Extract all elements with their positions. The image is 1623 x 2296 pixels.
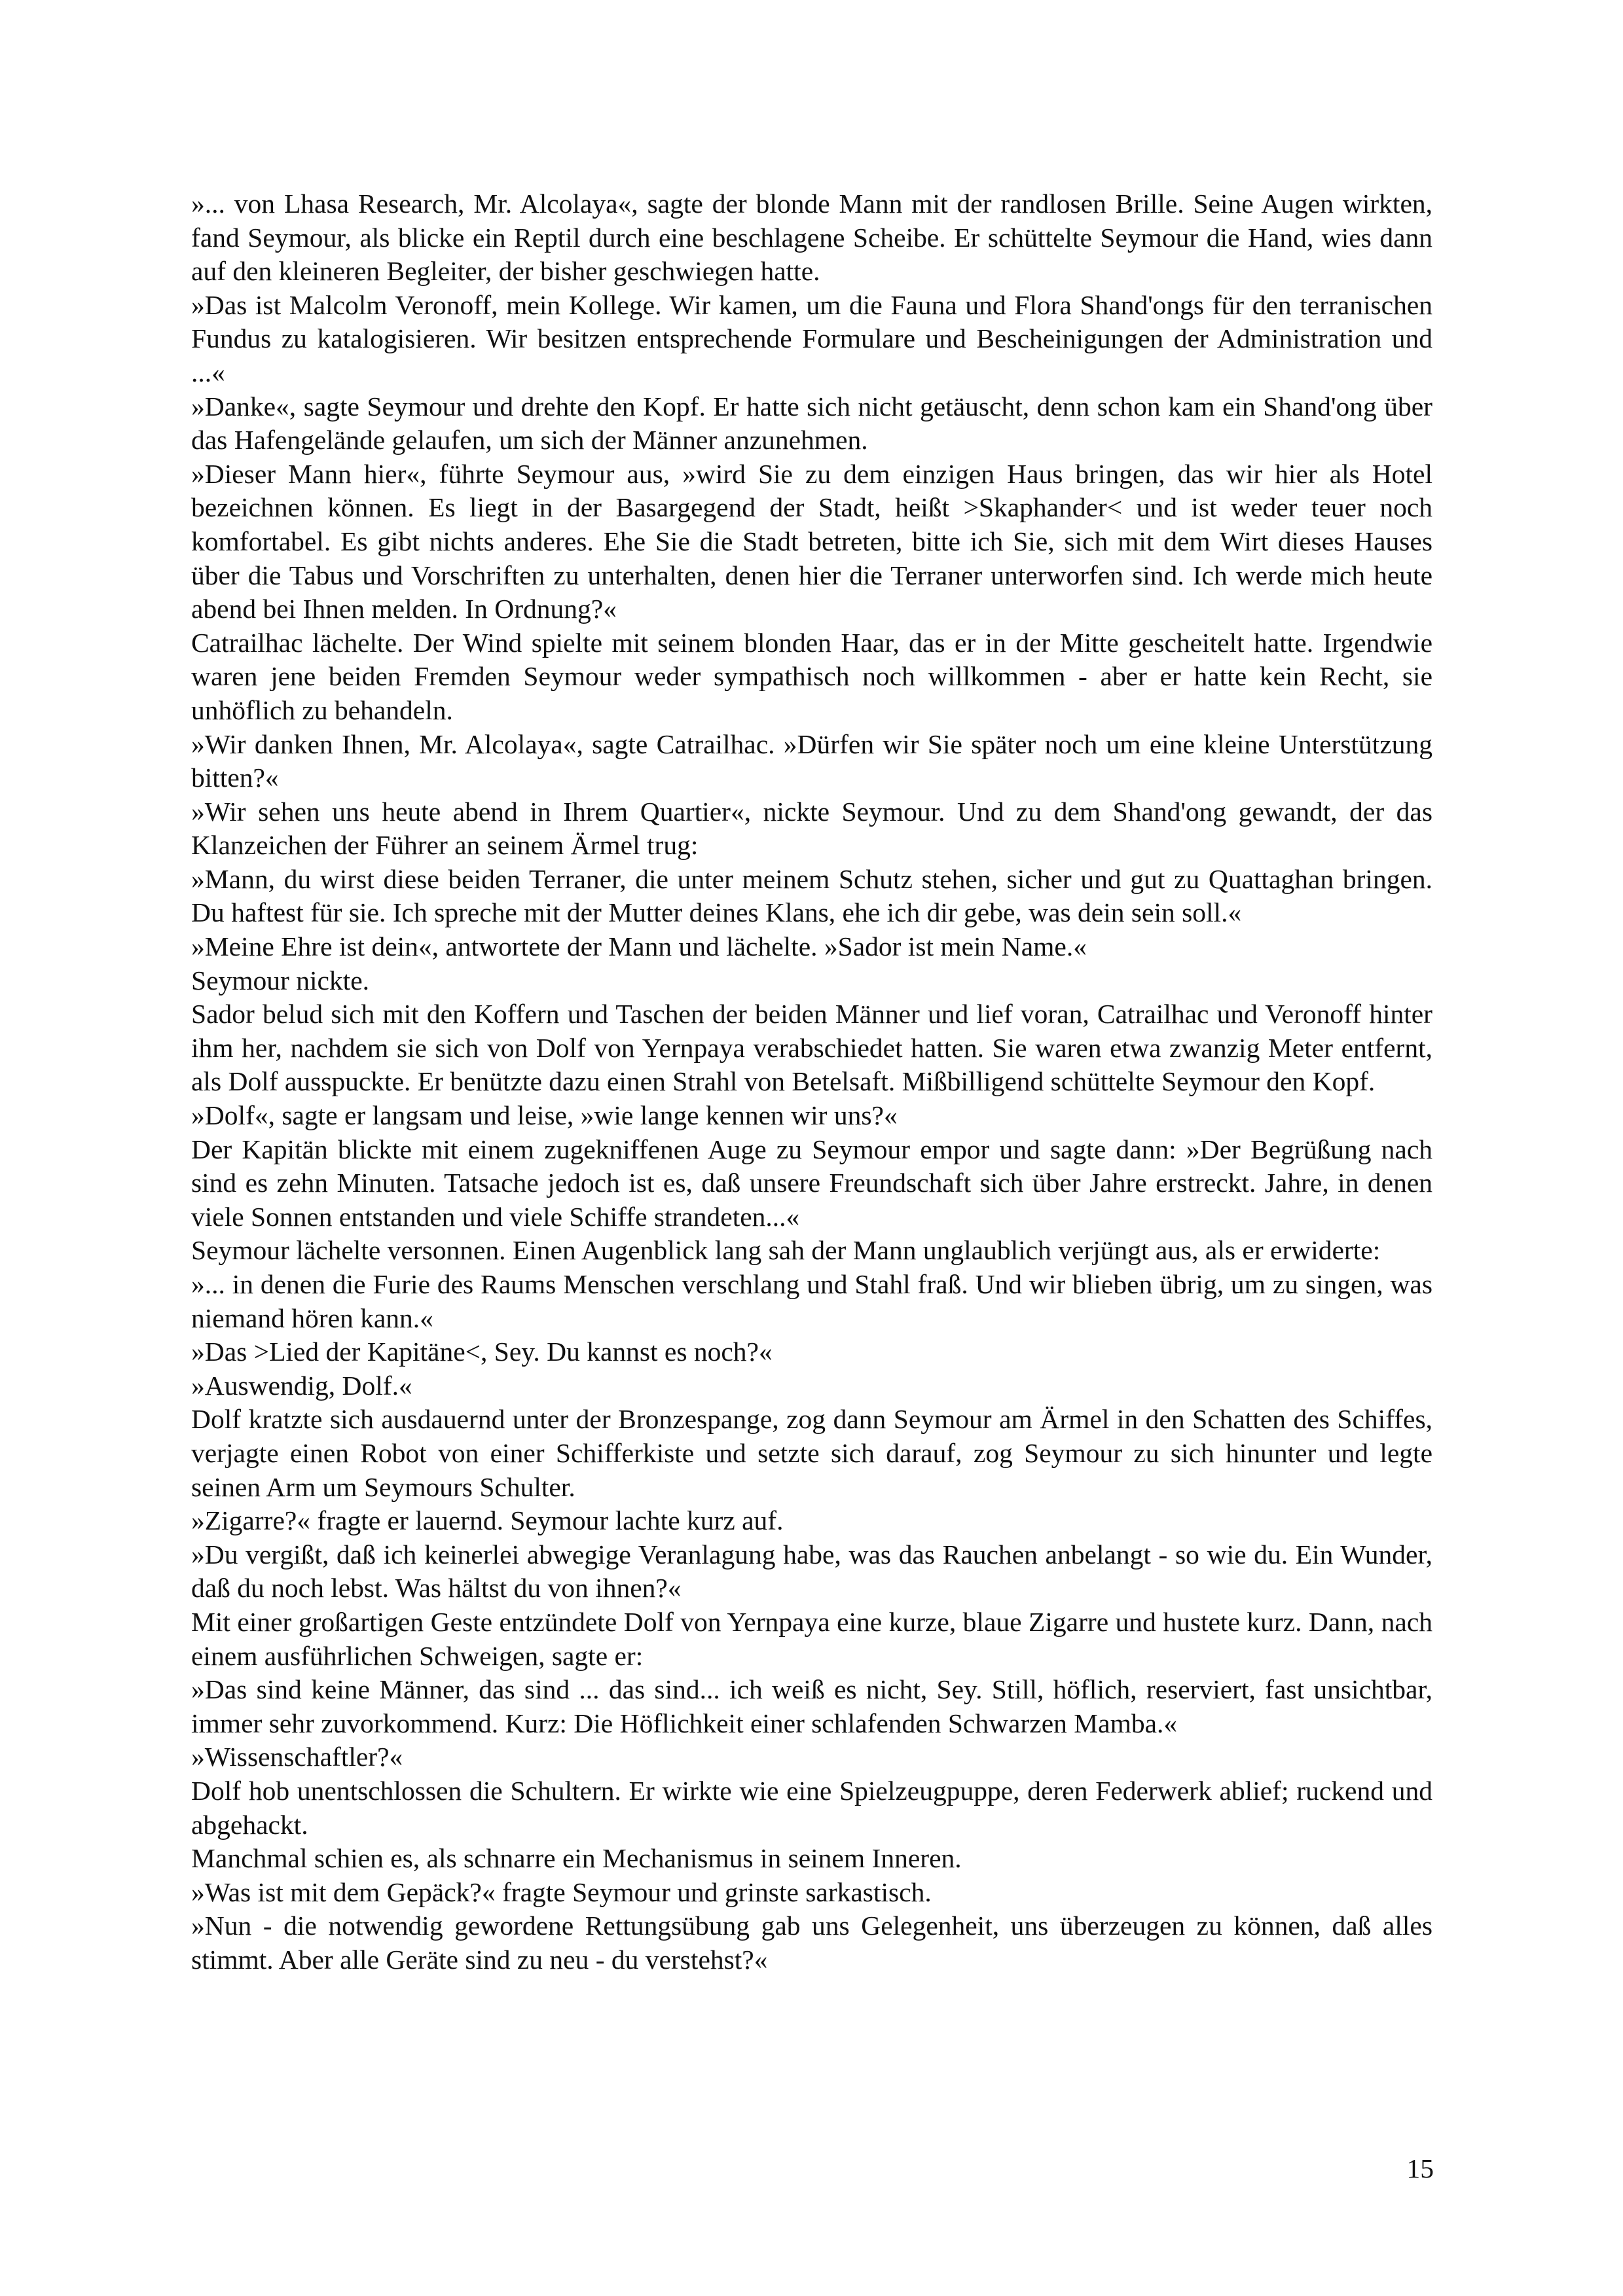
paragraph: »Du vergißt, daß ich keinerlei abwegige Veranlagung habe, was das Rauchen anbelangt - so wie du. Ein Wunder, daß du noch lebst. Was hältst du von ihnen?«: [191, 1539, 1432, 1604]
paragraph: »Wir sehen uns heute abend in Ihrem Quartier«, nickte Seymour. Und zu dem Shand'ong gewandt, der das Klanzeichen der Führer an seinem Ärmel trug:: [191, 796, 1432, 861]
paragraph: Mit einer großartigen Geste entzündete Dolf von Yernpaya eine kurze, blaue Zigarre und hustete kurz. Dann, nach einem ausführlichen Schweigen, sagte er:: [191, 1606, 1432, 1671]
paragraph: »Was ist mit dem Gepäck?« fragte Seymour und grinste sarkastisch.: [191, 1876, 932, 1907]
paragraph: Dolf kratzte sich ausdauernd unter der Bronzespange, zog dann Seymour am Ärmel in den Schatten des Schiffes, verjagte einen Robot von einer Schifferkiste und setzte sich darauf, zog Seymour zu sich hinunter und legte seinen Arm um Seymours Schulter.: [191, 1404, 1432, 1502]
paragraph: »Nun - die notwendig gewordene Rettungsübung gab uns Gelegenheit, uns überzeugen zu können, daß alles stimmt. Aber alle Geräte sind zu neu - du verstehst?«: [191, 1910, 1432, 1975]
paragraph: »Wissenschaftler?«: [191, 1742, 403, 1772]
paragraph: »Dolf«, sagte er langsam und leise, »wie lange kennen wir uns?«: [191, 1100, 898, 1131]
paragraph: »... in denen die Furie des Raums Menschen verschlang und Stahl fraß. Und wir blieben übrig, um zu singen, was niemand hören kann.«: [191, 1269, 1432, 1333]
paragraph: »Das sind keine Männer, das sind ... das sind... ich weiß es nicht, Sey. Still, höflich, reserviert, fast unsichtbar, immer sehr zuvorkommend. Kurz: Die Höflichkeit einer schlafenden Schwarzen Mamba.«: [191, 1674, 1432, 1738]
page-body: [191, 187, 1432, 1977]
paragraph: »Zigarre?« fragte er lauernd. Seymour lachte kurz auf.: [191, 1505, 784, 1536]
paragraph: »Meine Ehre ist dein«, antwortete der Mann und lächelte. »Sador ist mein Name.«: [191, 931, 1087, 962]
paragraph: »Auswendig, Dolf.«: [191, 1370, 412, 1401]
paragraph: Sador belud sich mit den Koffern und Taschen der beiden Männer und lief voran, Catrailhac und Veronoff hinter ihm her, nachdem sie sich von Dolf von Yernpaya verabschiedet hatten. Sie waren etwa zwanzig Meter entfernt, als Dolf ausspuckte. Er benützte dazu einen Strahl von Betelsaft. Mißbilligend schüttelte Seymour den Kopf.: [191, 999, 1432, 1097]
paragraph: Seymour nickte.: [191, 965, 369, 996]
paragraph: Dolf hob unentschlossen die Schultern. Er wirkte wie eine Spielzeugpuppe, deren Federwerk ablief; ruckend und abgehackt.: [191, 1775, 1432, 1840]
paragraph: »Das >Lied der Kapitäne<, Sey. Du kannst es noch?«: [191, 1336, 773, 1367]
paragraph: Der Kapitän blickte mit einem zugekniffenen Auge zu Seymour empor und sagte dann: »Der Begrüßung nach sind es zehn Minuten. Tatsache jedoch ist es, daß unsere Freundschaft sich über Jahre erstreckt. Jahre, in denen viele Sonnen entstanden und viele Schiffe strandeten...«: [191, 1134, 1432, 1232]
paragraph: Seymour lächelte versonnen. Einen Augenblick lang sah der Mann unglaublich verjüngt aus, als er erwiderte:: [191, 1235, 1381, 1266]
paragraph: »Wir danken Ihnen, Mr. Alcolaya«, sagte Catrailhac. »Dürfen wir Sie später noch um eine kleine Unterstützung bitten?«: [191, 728, 1432, 793]
paragraph: »Danke«, sagte Seymour und drehte den Kopf. Er hatte sich nicht getäuscht, denn schon kam ein Shand'ong über das Hafengelände gelaufen, um sich der Männer anzunehmen.: [191, 391, 1432, 456]
paragraph: »Mann, du wirst diese beiden Terraner, die unter meinem Schutz stehen, sicher und gut zu Quattaghan bringen. Du haftest für sie. Ich spreche mit der Mutter deines Klans, ehe ich dir gebe, was dein sein soll.«: [191, 863, 1432, 928]
paragraph: Manchmal schien es, als schnarre ein Mechanismus in seinem Inneren.: [191, 1843, 962, 1874]
paragraph: »Das ist Malcolm Veronoff, mein Kollege. Wir kamen, um die Fauna und Flora Shand'ongs für den terranischen Fundus zu katalogisieren. Wir besitzen entsprechende Formulare und Bescheinigungen der Administration und ...«: [191, 289, 1432, 387]
paragraph: »Dieser Mann hier«, führte Seymour aus, »wird Sie zu dem einzigen Haus bringen, das wir hier als Hotel bezeichnen können. Es liegt in der Basargegend der Stadt, heißt >Skaphander< und ist weder teuer noch komfortabel. Es gibt nichts anderes. Ehe Sie die Stadt betreten, bitte ich Sie, sich mit dem Wirt dieses Hauses über die Tabus und Vorschriften zu unterhalten, denen hier die Terraner unterworfen sind. Ich werde mich heute abend bei Ihnen melden. In Ordnung?«: [191, 458, 1432, 624]
page-number: 15: [1406, 2153, 1434, 2183]
paragraph: Catrailhac lächelte. Der Wind spielte mit seinem blonden Haar, das er in der Mitte gescheitelt hatte. Irgendwie waren jene beiden Fremden Seymour weder sympathisch noch willkommen - aber er hatte kein Recht, sie unhöflich zu behandeln.: [191, 627, 1432, 725]
paragraph: »... von Lhasa Research, Mr. Alcolaya«, sagte der blonde Mann mit der randlosen Brille. Seine Augen wirkten, fand Seymour, als blicke ein Reptil durch eine beschlagene Scheibe. Er schüttelte Seymour die Hand, wies dann auf den kleineren Begleiter, der bisher geschwiegen hatte.: [191, 188, 1432, 287]
